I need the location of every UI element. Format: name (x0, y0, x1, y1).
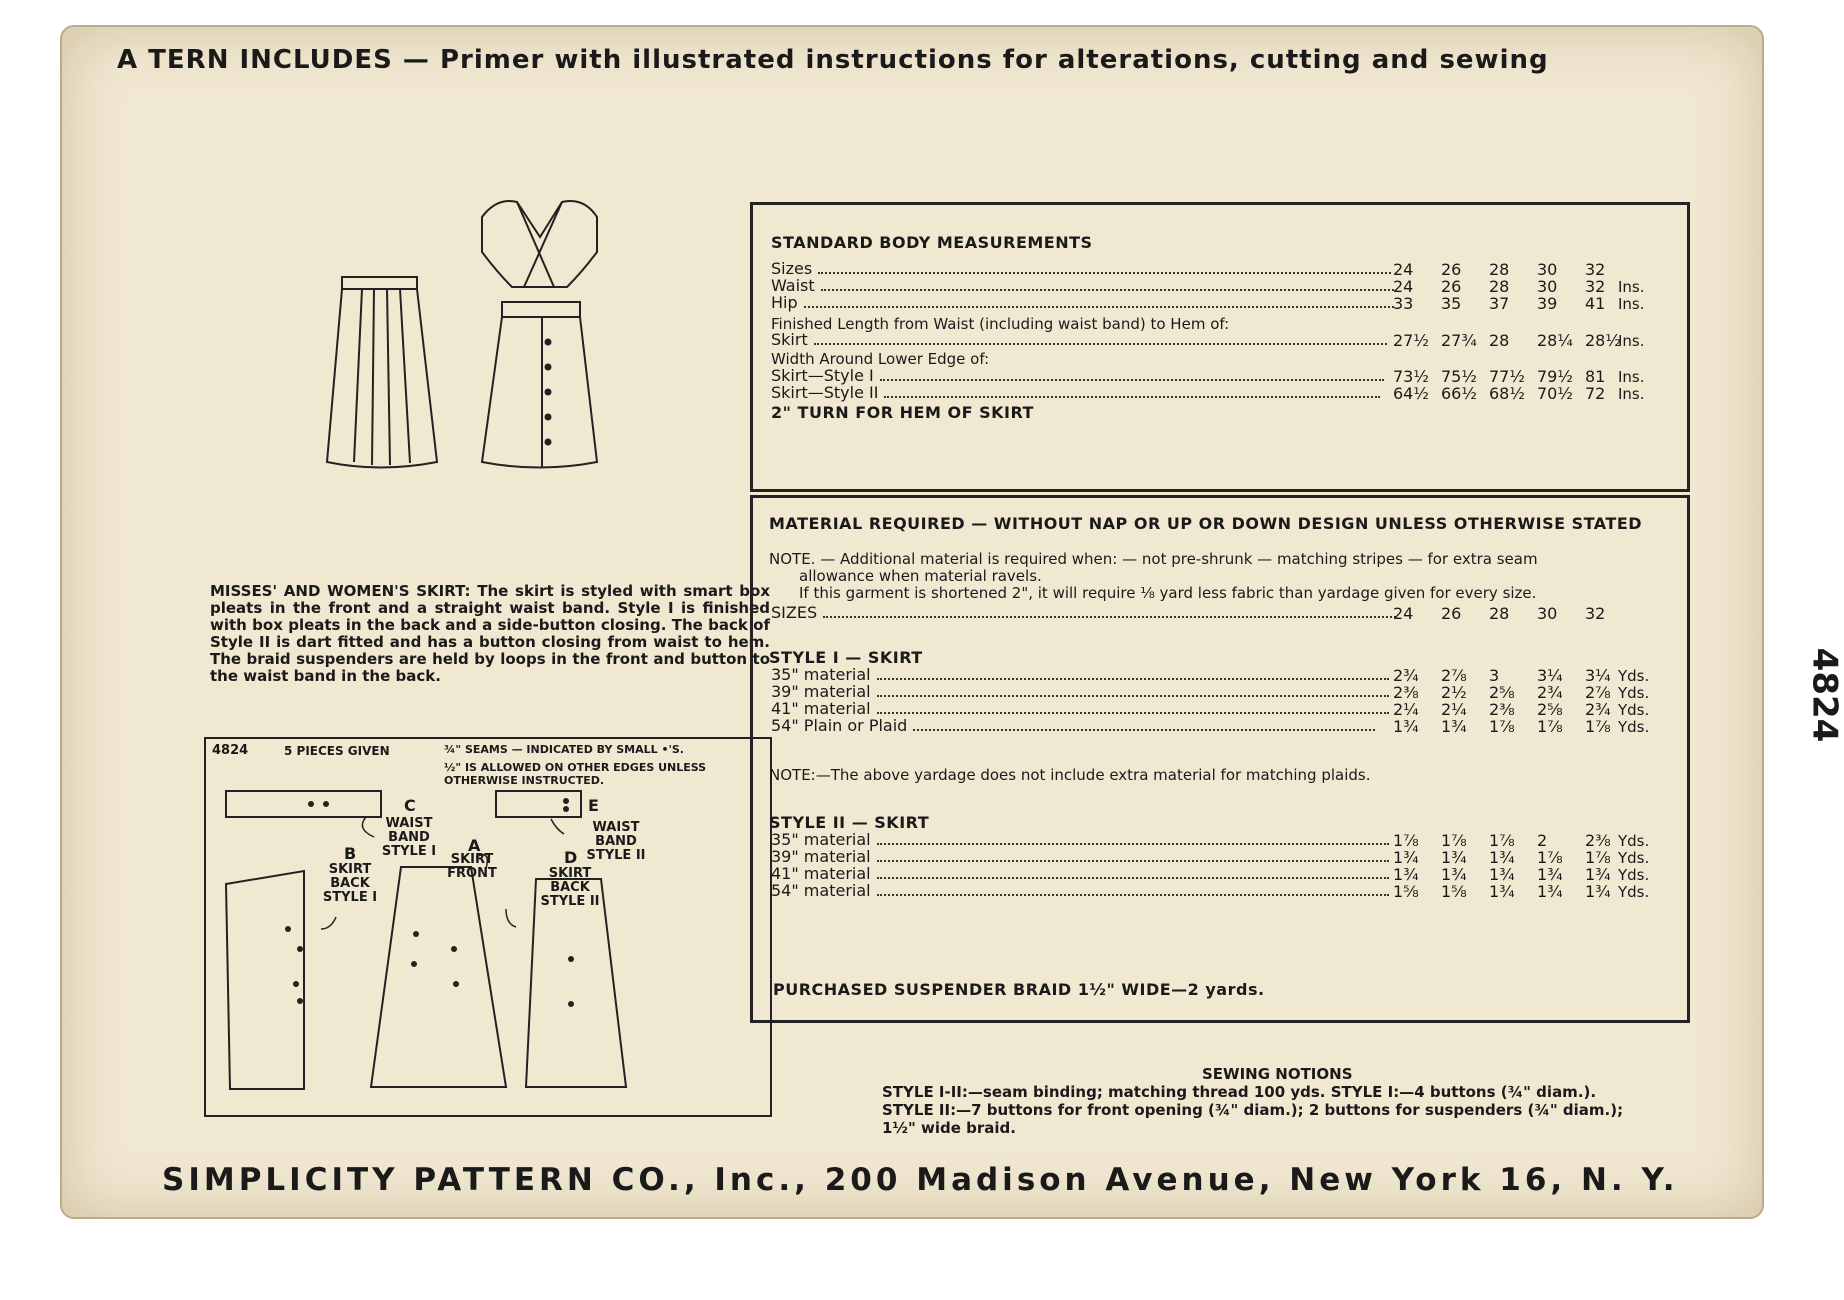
style-2-2-label: 41" material (771, 864, 871, 883)
style-2-0-value-1: 1⅞ (1441, 831, 1467, 850)
measure-width-1-value-2: 68½ (1489, 384, 1525, 403)
style-1-0-value-2: 3 (1489, 666, 1500, 685)
piece-c-label: WAIST BAND STYLE I (381, 816, 437, 859)
style-2-0-label: 35" material (771, 830, 871, 849)
style-1-3-value-1: 1¾ (1441, 717, 1467, 736)
style-2-1-value-3: 1⅞ (1537, 848, 1563, 867)
measure-width-1-leader-dots (884, 396, 1380, 398)
material-note-1: NOTE. — Additional material is required when: — not pre-shrunk — matching stripes — for extra seam (769, 550, 1538, 568)
style-1-title: STYLE I — SKIRT (769, 648, 923, 667)
pattern-pieces-diagram (204, 737, 772, 1117)
measure-width-1-label: Skirt—Style II (771, 383, 879, 402)
measure-width-0-leader-dots (880, 379, 1384, 381)
style-1-2-value-4: 2¾ (1585, 700, 1611, 719)
style-2-2-value-4: 1¾ (1585, 865, 1611, 884)
measure-hip-value-0: 33 (1393, 294, 1414, 313)
body-measurements-box (750, 202, 1690, 492)
measure-width-0-label: Skirt—Style I (771, 366, 874, 385)
material-sizes-values (1393, 604, 1633, 623)
style-1-3-leader-dots (913, 729, 1374, 731)
style-2-3-leader-dots (877, 894, 1390, 896)
style-2-2-value-0: 1¾ (1393, 865, 1419, 884)
style-1-2-leader-dots (877, 712, 1390, 714)
style-1-1-value-3: 2¾ (1537, 683, 1563, 702)
material-note-1c: If this garment is shortened 2", it will require ⅛ yard less fabric than yardage given for every size. (799, 584, 1537, 602)
style-1-0-leader-dots (877, 678, 1390, 680)
measure-sizes-value-3: 30 (1537, 260, 1558, 279)
style-1-3-value-3: 1⅞ (1537, 717, 1563, 736)
measure-hip-value-4: 41 (1585, 294, 1606, 313)
hem-note: 2" TURN FOR HEM OF SKIRT (771, 403, 1034, 422)
measure-width-0-value-1: 75½ (1441, 367, 1477, 386)
style-2-1-value-2: 1¾ (1489, 848, 1515, 867)
pieces-count: 5 PIECES GIVEN (284, 744, 390, 758)
measure-waist-value-3: 30 (1537, 277, 1558, 296)
measure-width-1-values (1393, 384, 1633, 403)
style-2-1-value-4: 1⅞ (1585, 848, 1611, 867)
measure-width-0-unit: Ins. (1618, 368, 1645, 386)
piece-b-label: SKIRT BACK STYLE I (322, 862, 378, 905)
style-1-1-value-4: 2⅞ (1585, 683, 1611, 702)
notions-line-1: STYLE I-II:—seam binding; matching thread 100 yds. STYLE I:—4 buttons (¾" diam.). (882, 1083, 1597, 1101)
skirt-illustrations (292, 177, 652, 497)
style-1-1-unit: Yds. (1618, 684, 1650, 702)
style-2-3-value-1: 1⅝ (1441, 882, 1467, 901)
style-1-1-value-2: 2⅝ (1489, 683, 1515, 702)
measure-sizes-value-0: 24 (1393, 260, 1414, 279)
header-line: A TERN INCLUDES — Primer with illustrated instructions for alterations, cutting and sewing (117, 45, 1549, 75)
measure-skirt-length-unit: Ins. (1618, 332, 1645, 350)
measure-hip-label: Hip (771, 293, 798, 312)
style-2-2-value-2: 1¾ (1489, 865, 1515, 884)
style-1-2-value-0: 2¼ (1393, 700, 1419, 719)
piece-b-letter: B (344, 844, 357, 863)
style-2-3-value-0: 1⅝ (1393, 882, 1419, 901)
measure-width-0-value-4: 81 (1585, 367, 1606, 386)
piece-e-label: WAIST BAND STYLE II (586, 820, 646, 863)
style-1-0-value-1: 2⅞ (1441, 666, 1467, 685)
material-sizes-value-1: 26 (1441, 604, 1462, 623)
piece-d-letter: D (564, 848, 578, 867)
skirt-style-2-drawing (482, 201, 597, 468)
material-sizes-value-3: 30 (1537, 604, 1558, 623)
measure-waist-value-2: 28 (1489, 277, 1510, 296)
measure-sizes-value-4: 32 (1585, 260, 1606, 279)
material-note-1b: allowance when material ravels. (799, 567, 1042, 585)
style-1-3-value-0: 1¾ (1393, 717, 1419, 736)
measurements-title: STANDARD BODY MEASUREMENTS (771, 233, 1093, 252)
measure-skirt-length-label: Skirt (771, 330, 808, 349)
notions-title: SEWING NOTIONS (1202, 1065, 1353, 1083)
style-1-0-label: 35" material (771, 665, 871, 684)
style-1-3-value-4: 1⅞ (1585, 717, 1611, 736)
suspender-braid: PURCHASED SUSPENDER BRAID 1½" WIDE—2 yards. (773, 980, 1265, 999)
material-sizes-label: SIZES (771, 603, 818, 622)
style-2-3-value-4: 1¾ (1585, 882, 1611, 901)
style-1-2-unit: Yds. (1618, 701, 1650, 719)
style-1-1-value-0: 2⅜ (1393, 683, 1419, 702)
style-2-0-value-0: 1⅞ (1393, 831, 1419, 850)
measure-skirt-length-value-3: 28¼ (1537, 331, 1573, 350)
style-2-2-unit: Yds. (1618, 866, 1650, 884)
description-title: MISSES' AND WOMEN'S SKIRT: (210, 582, 471, 600)
style-2-0-value-3: 2 (1537, 831, 1548, 850)
material-sizes-value-0: 24 (1393, 604, 1414, 623)
measure-skirt-length-values (1393, 331, 1633, 350)
style-2-1-value-1: 1¾ (1441, 848, 1467, 867)
material-note-2: NOTE:—The above yardage does not include extra material for matching plaids. (769, 766, 1371, 784)
style-2-1-label: 39" material (771, 847, 871, 866)
style-2-2-value-3: 1¾ (1537, 865, 1563, 884)
measure-hip-leader-dots (804, 306, 1394, 308)
pattern-number-side: 4824 (1804, 647, 1844, 743)
style-1-1-value-1: 2½ (1441, 683, 1467, 702)
measure-width-0-value-0: 73½ (1393, 367, 1429, 386)
style-1-3-values (1393, 717, 1633, 736)
measure-sizes-value-1: 26 (1441, 260, 1462, 279)
sewing-notions (882, 1065, 1623, 1137)
piece-e-letter: E (588, 796, 599, 815)
description-text: The skirt is styled with smart box pleats in the front and a straight waist band. Style I is finished with box pleats in the back and a side-button closing. The back of Style II is dart fitted and has a button closing from waist to hem. The braid suspenders are held by loops in the front and button to the waist band in the back. (210, 582, 770, 685)
style-1-0-value-4: 3¼ (1585, 666, 1611, 685)
measure-hip-unit: Ins. (1618, 295, 1645, 313)
notions-line-3: 1½" wide braid. (882, 1119, 1016, 1137)
measure-width-0-value-3: 79½ (1537, 367, 1573, 386)
measure-waist-leader-dots (821, 289, 1394, 291)
pieces-shapes (206, 739, 774, 1119)
style-1-2-value-3: 2⅝ (1537, 700, 1563, 719)
style-2-3-label: 54" material (771, 881, 871, 900)
style-description (210, 583, 770, 685)
style-2-1-value-0: 1¾ (1393, 848, 1419, 867)
measure-skirt-length-value-1: 27¾ (1441, 331, 1477, 350)
measure-skirt-length-value-0: 27½ (1393, 331, 1429, 350)
style-2-3-unit: Yds. (1618, 883, 1650, 901)
measure-waist-value-1: 26 (1441, 277, 1462, 296)
style-2-3-value-3: 1¾ (1537, 882, 1563, 901)
notions-line-2: STYLE II:—7 buttons for front opening (¾" diam.); 2 buttons for suspenders (¾" diam.); (882, 1101, 1624, 1119)
material-sizes-value-2: 28 (1489, 604, 1510, 623)
material-sizes-leader-dots (823, 616, 1396, 618)
style-2-3-values (1393, 882, 1633, 901)
measure-sizes-label: Sizes (771, 259, 813, 278)
measure-hip-values (1393, 294, 1633, 313)
measure-width-1-unit: Ins. (1618, 385, 1645, 403)
material-title: MATERIAL REQUIRED — WITHOUT NAP OR UP OR DOWN DESIGN UNLESS OTHERWISE STATED (769, 514, 1643, 533)
measure-skirt-length-value-2: 28 (1489, 331, 1510, 350)
style-2-0-unit: Yds. (1618, 832, 1650, 850)
measure-width-1-value-4: 72 (1585, 384, 1606, 403)
style-1-3-value-2: 1⅞ (1489, 717, 1515, 736)
material-required-box (750, 495, 1690, 1023)
measure-width-1-value-1: 66½ (1441, 384, 1477, 403)
style-2-0-value-2: 1⅞ (1489, 831, 1515, 850)
piece-d-label: SKIRT BACK STYLE II (540, 866, 600, 909)
style-1-0-value-3: 3¼ (1537, 666, 1563, 685)
style-1-0-unit: Yds. (1618, 667, 1650, 685)
style-2-0-value-4: 2⅜ (1585, 831, 1611, 850)
measure-waist-value-0: 24 (1393, 277, 1414, 296)
finished-length-label: Finished Length from Waist (including waist band) to Hem of: (771, 315, 1230, 333)
style-2-1-unit: Yds. (1618, 849, 1650, 867)
piece-a-letter: A (468, 836, 481, 855)
measure-width-1-value-0: 64½ (1393, 384, 1429, 403)
style-2-3-value-2: 1¾ (1489, 882, 1515, 901)
style-2-0-leader-dots (877, 843, 1390, 845)
style-2-2-leader-dots (877, 877, 1390, 879)
measure-waist-value-4: 32 (1585, 277, 1606, 296)
allowance-note: ½" IS ALLOWED ON OTHER EDGES UNLESS OTHERWISE INSTRUCTED. (444, 761, 707, 787)
style-1-1-leader-dots (877, 695, 1390, 697)
style-2-title: STYLE II — SKIRT (769, 813, 930, 832)
measure-skirt-length-leader-dots (814, 343, 1387, 345)
piece-c-letter: C (404, 796, 416, 815)
measure-hip-value-3: 39 (1537, 294, 1558, 313)
style-1-1-label: 39" material (771, 682, 871, 701)
pattern-envelope (60, 25, 1844, 1219)
measure-sizes-leader-dots (818, 272, 1391, 274)
measure-hip-value-1: 35 (1441, 294, 1462, 313)
measure-width-1-value-3: 70½ (1537, 384, 1573, 403)
style-1-2-value-2: 2⅜ (1489, 700, 1515, 719)
seams-note: ¾" SEAMS — INDICATED BY SMALL •'S. (444, 743, 684, 756)
measure-waist-unit: Ins. (1618, 278, 1645, 296)
measure-width-0-value-2: 77½ (1489, 367, 1525, 386)
style-1-0-value-0: 2¾ (1393, 666, 1419, 685)
measure-sizes-value-2: 28 (1489, 260, 1510, 279)
piece-a-label: SKIRT FRONT (447, 852, 497, 881)
material-sizes-value-4: 32 (1585, 604, 1606, 623)
measure-hip-value-2: 37 (1489, 294, 1510, 313)
pieces-pattern-number: 4824 (212, 743, 249, 758)
measure-skirt-length-value-4: 28½ (1585, 331, 1621, 350)
style-1-2-label: 41" material (771, 699, 871, 718)
style-2-1-leader-dots (877, 860, 1390, 862)
style-2-2-value-1: 1¾ (1441, 865, 1467, 884)
style-1-2-value-1: 2¼ (1441, 700, 1467, 719)
skirt-style-1-drawing (327, 277, 437, 468)
style-1-3-unit: Yds. (1618, 718, 1650, 736)
style-1-3-label: 54" Plain or Plaid (771, 716, 908, 735)
publisher-footer: SIMPLICITY PATTERN CO., Inc., 200 Madison Avenue, New York 16, N. Y. (162, 1162, 1679, 1198)
width-label: Width Around Lower Edge of: (771, 350, 990, 368)
measure-waist-label: Waist (771, 276, 815, 295)
